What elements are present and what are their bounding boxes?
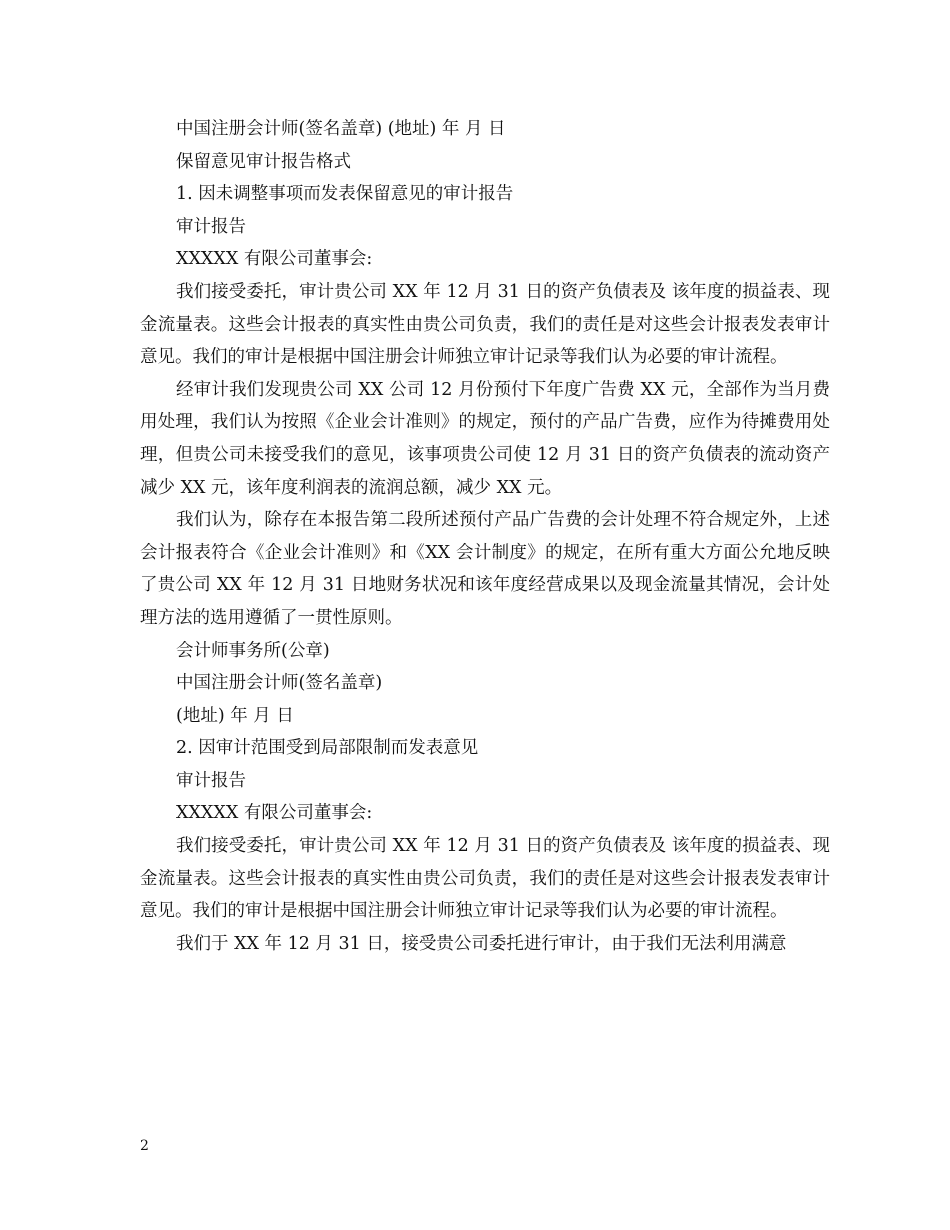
signature-line: 中国注册会计师(签名盖章) (地址) 年 月 日 — [176, 119, 506, 139]
body-paragraph: 我们接受委托，审计贵公司 XX 年 12 月 31 日的资产负债表及 该年度的损益表、现金流量表。这些会计报表的真实性由贵公司负责，我们的责任是对这些会计报表发表审计意见。我们的审计是根据中国注册会计师独立审计记录等我们认为必要的审计流程。 — [140, 836, 830, 922]
addressee: XXXXX 有限公司董事会: — [176, 249, 373, 270]
report-title: 审计报告 — [176, 216, 246, 237]
body-paragraph: 我们于 XX 年 12 月 31 日，接受贵公司委托进行审计，由于我们无法利用满意 — [176, 933, 787, 954]
address-date-line: (地址) 年 月 日 — [176, 705, 294, 726]
report-title: 审计报告 — [176, 770, 246, 791]
firm-seal-line: 会计师事务所(公章) — [176, 640, 330, 661]
document-body — [140, 113, 830, 960]
page-number: 2 — [140, 1138, 149, 1154]
section-heading: 保留意见审计报告格式 — [176, 151, 351, 172]
subsection-heading: 1. 因未调整事项而发表保留意见的审计报告 — [176, 184, 514, 205]
body-paragraph: 我们接受委托，审计贵公司 XX 年 12 月 31 日的资产负债表及 该年度的损益表、现金流量表。这些会计报表的真实性由贵公司负责，我们的责任是对这些会计报表发表审计意见。我们的审计是根据中国注册会计师独立审计记录等我们认为必要的审计流程。 — [140, 281, 830, 368]
subsection-heading: 2. 因审计范围受到局部限制而发表意见 — [176, 738, 479, 759]
body-paragraph: 我们认为，除存在本报告第二段所述预付产品广告费的会计处理不符合规定外，上述会计报表符合《企业会计准则》和《XX 会计制度》的规定，在所有重大方面公允地反映了贵公司 XX 年 12 月 31 日地财务状况和该年度经营成果以及现金流量其情况，会计处理方法的选用遵循了一贯性原则。 — [140, 510, 830, 628]
body-paragraph: 经审计我们发现贵公司 XX 公司 12 月份预付下年度广告费 XX 元，全部作为当月费用处理，我们认为按照《企业会计准则》的规定，预付的产品广告费，应作为待摊费用处理，但贵公司未接受我们的意见，该事项贵公司使 12 月 31 日的资产负债表的流动资产减少 XX 元，该年度利润表的流润总额，减少 XX 元。 — [140, 379, 830, 498]
addressee: XXXXX 有限公司董事会: — [176, 803, 373, 824]
cpa-signature-line: 中国注册会计师(签名盖章) — [176, 673, 383, 694]
